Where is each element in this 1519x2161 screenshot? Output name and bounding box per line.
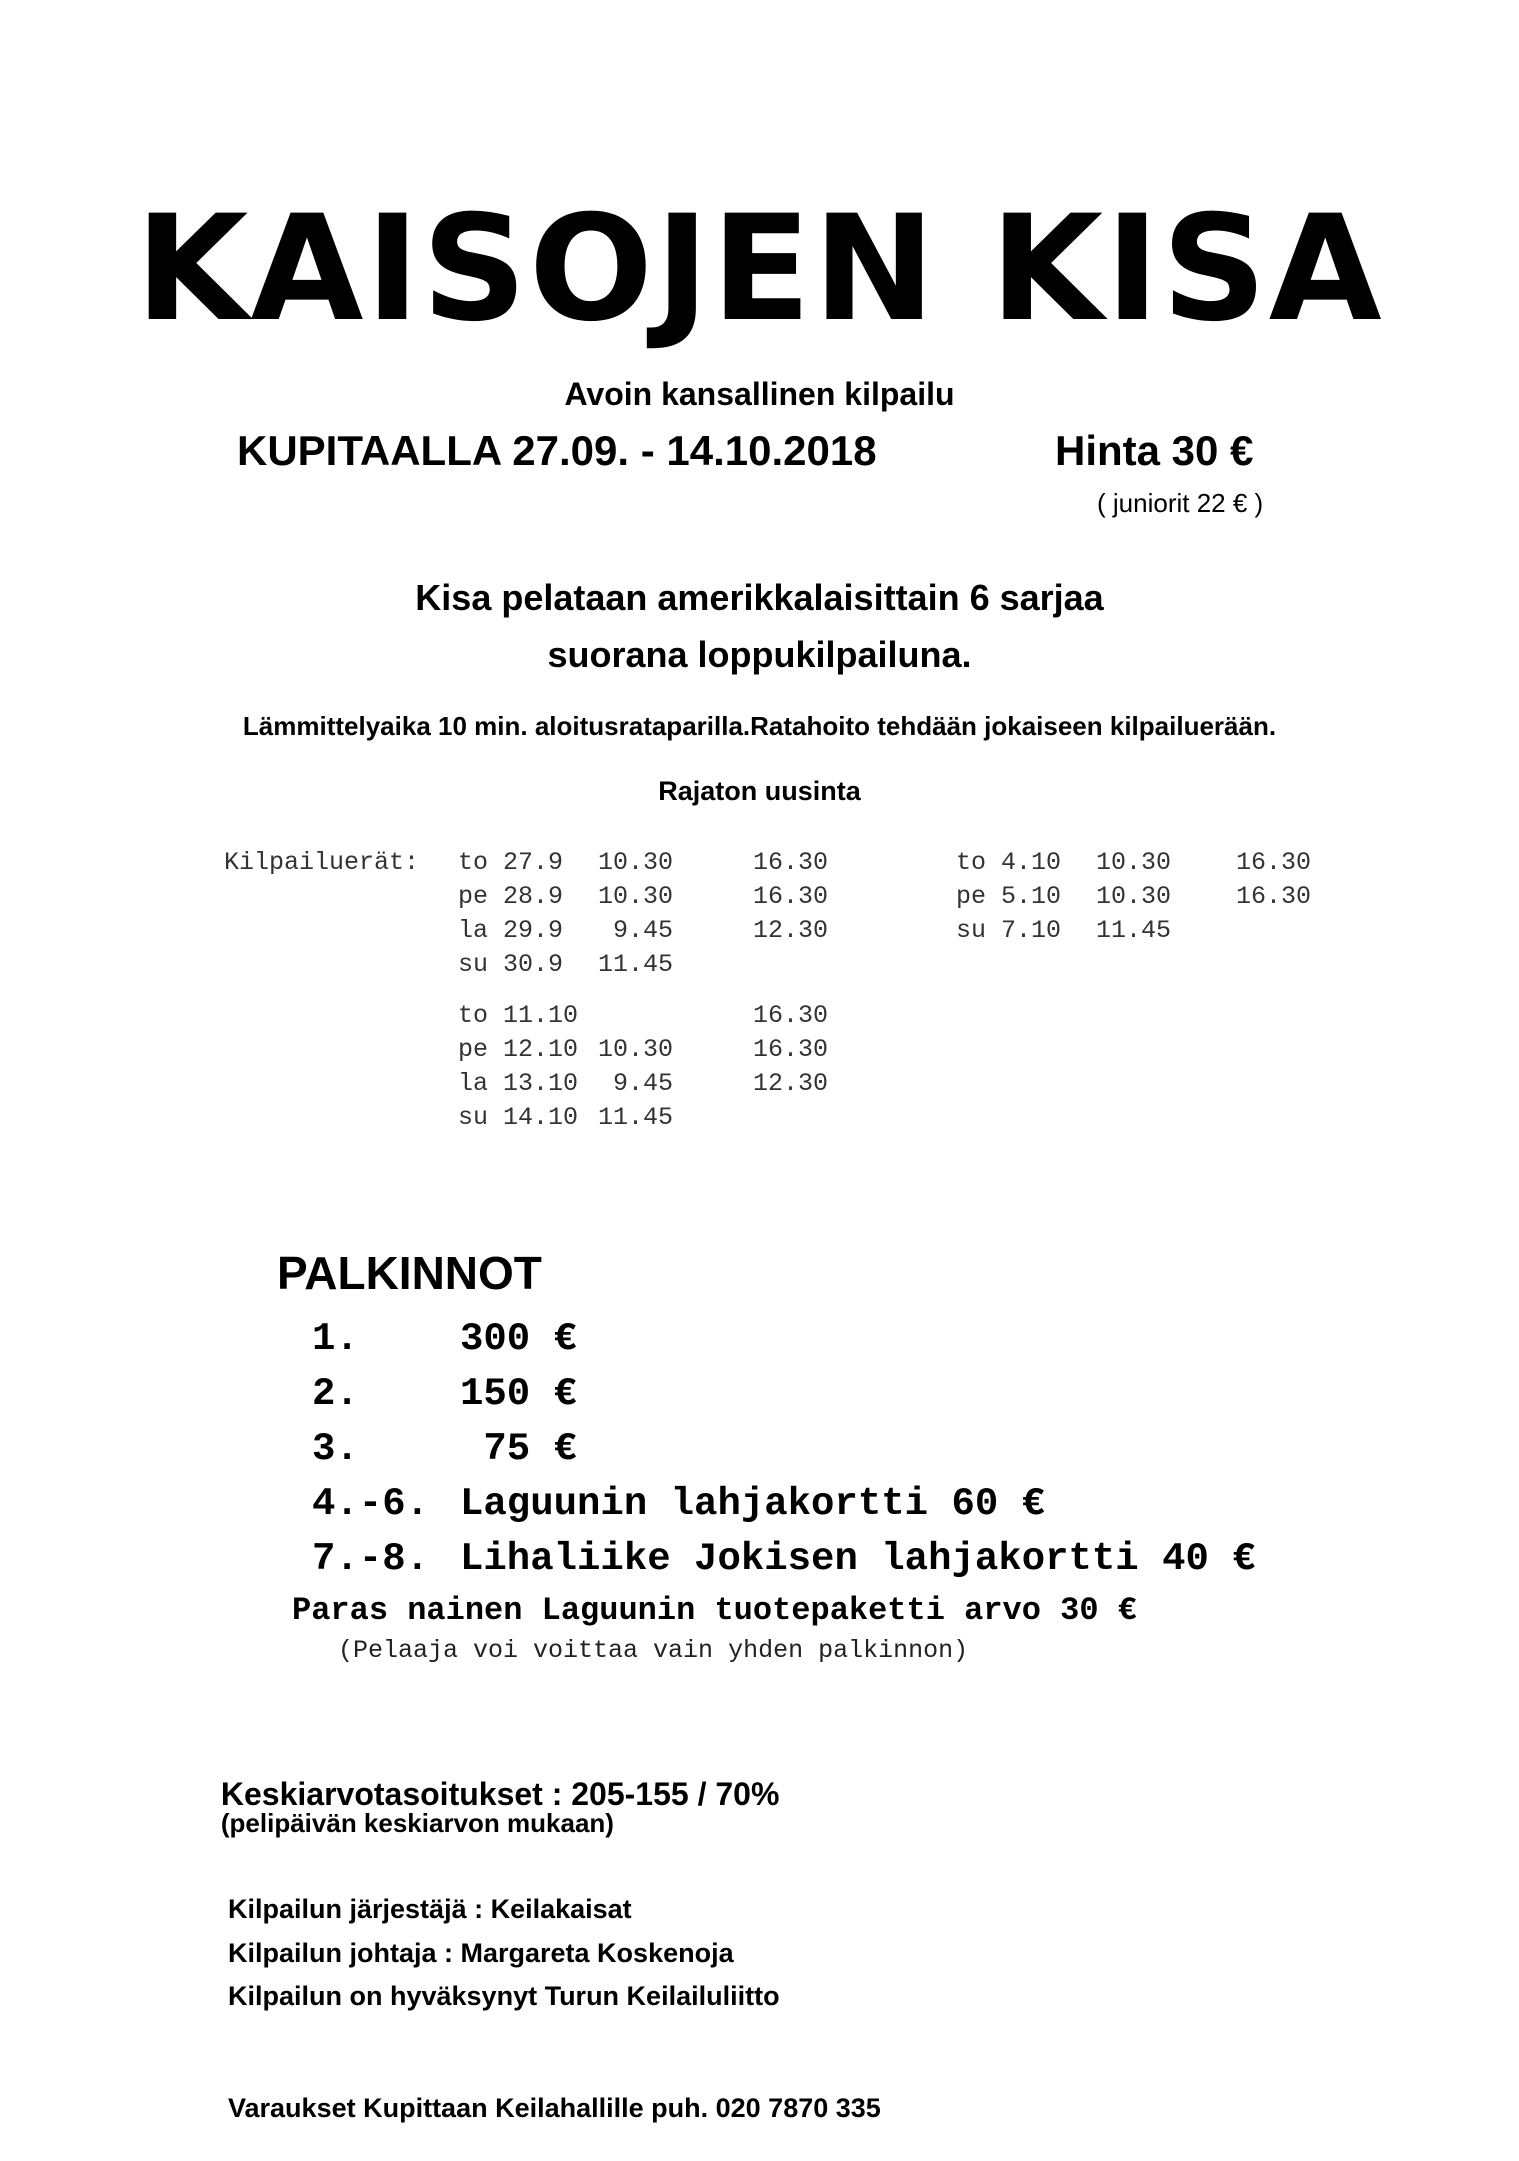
prize-rank: 1.	[312, 1317, 359, 1361]
format-line-1: Kisa pelataan amerikkalaisittain 6 sarjaa	[415, 577, 1104, 618]
approval: Kilpailun on hyväksynyt Turun Keilailuliitto	[228, 1981, 780, 2011]
schedule-time: 11.45	[1096, 916, 1172, 945]
schedule-day: su 7.10	[956, 916, 1062, 945]
schedule-day: to 4.10	[956, 848, 1062, 877]
prize-value: Lihaliike Jokisen lahjakortti 40 €	[460, 1537, 1256, 1581]
organizer: Kilpailun järjestäjä : Keilakaisat	[228, 1894, 632, 1924]
page-title: KAISOJEN KISA	[135, 184, 1384, 354]
schedule-time: 16.30	[753, 1001, 829, 1030]
subtitle: Avoin kansallinen kilpailu	[564, 376, 955, 412]
reservations: Varaukset Kupittaan Keilahallille puh. 020 7870 335	[228, 2093, 881, 2123]
schedule-time: 16.30	[753, 882, 829, 911]
prize-rank: 7.-8.	[312, 1537, 430, 1581]
schedule-time: 10.30	[598, 848, 674, 877]
prize-value: 75 €	[460, 1427, 578, 1471]
prize-rank: 2.	[312, 1372, 359, 1416]
schedule-time: 11.45	[598, 1103, 674, 1132]
schedule-time: 16.30	[753, 1035, 829, 1064]
schedule-day: pe 5.10	[956, 882, 1062, 911]
entry-price: Hinta 30 €	[1055, 427, 1254, 474]
schedule-time: 9.45	[598, 916, 674, 945]
warmup-info: Lämmittelyaika 10 min. aloitusrataparilla.Ratahoito tehdään jokaiseen kilpailuerään.	[242, 711, 1277, 741]
schedule-day: to 11.10	[458, 1001, 579, 1030]
prize-value: Laguunin lahjakortti 60 €	[460, 1482, 1046, 1526]
prizes-heading: PALKINNOT	[277, 1247, 542, 1299]
schedule-day: su 30.9	[458, 950, 564, 979]
schedule-time: 12.30	[753, 1069, 829, 1098]
schedule-time: 10.30	[1096, 848, 1172, 877]
schedule-time: 16.30	[1236, 882, 1312, 911]
prize-rank: 3.	[312, 1427, 359, 1471]
schedule-time: 16.30	[753, 848, 829, 877]
prize-note: (Pelaaja voi voittaa vain yhden palkinnon)	[338, 1636, 969, 1665]
schedule-time: 16.30	[1236, 848, 1312, 877]
schedule-time: 10.30	[1096, 882, 1172, 911]
format-line-2: suorana loppukilpailuna.	[547, 634, 972, 675]
schedule-day: pe 12.10	[458, 1035, 579, 1064]
schedule-day: la 13.10	[458, 1069, 579, 1098]
handicap-main: Keskiarvotasoitukset : 205-155 / 70%	[220, 1776, 780, 1812]
reentry-info: Rajaton uusinta	[658, 776, 861, 806]
schedule-day: su 14.10	[458, 1103, 579, 1132]
handicap-detail: (pelipäivän keskiarvon mukaan)	[220, 1808, 614, 1838]
schedule-time: 9.45	[598, 1069, 674, 1098]
director: Kilpailun johtaja : Margareta Koskenoja	[228, 1938, 734, 1968]
schedule-time: 12.30	[753, 916, 829, 945]
schedule-time: 10.30	[598, 882, 674, 911]
schedule-day: la 29.9	[458, 916, 564, 945]
schedule-day: pe 28.9	[458, 882, 564, 911]
schedule-time: 10.30	[598, 1035, 674, 1064]
schedule-day: to 27.9	[458, 848, 564, 877]
schedule-time: 11.45	[598, 950, 674, 979]
prize-value: 300 €	[460, 1317, 578, 1361]
junior-price: ( juniorit 22 € )	[1097, 488, 1264, 518]
competition-dates: KUPITAALLA 27.09. - 14.10.2018	[237, 427, 877, 474]
prize-rank: 4.-6.	[312, 1482, 430, 1526]
best-woman-prize: Paras nainen Laguunin tuotepaketti arvo 30 €	[292, 1592, 1137, 1629]
prize-value: 150 €	[460, 1372, 578, 1416]
handicap-line	[212, 1762, 779, 1836]
schedule-label: Kilpailuerät:	[224, 848, 420, 877]
